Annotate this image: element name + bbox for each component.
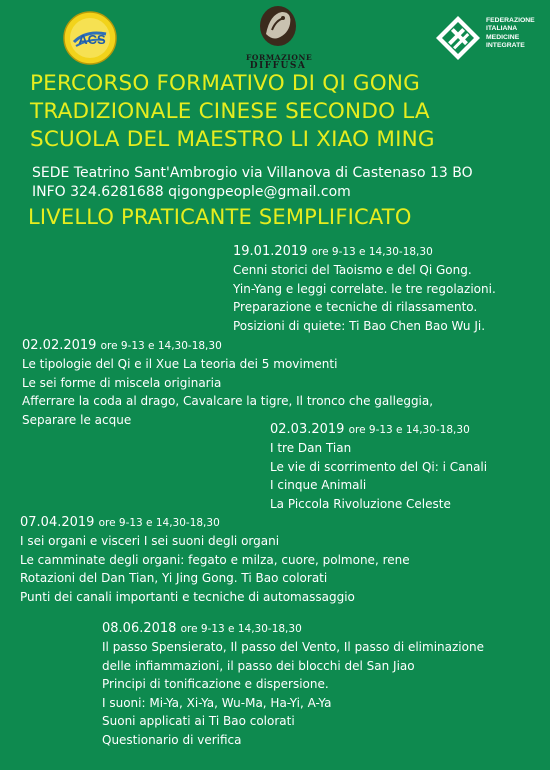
topic-item: Preparazione e tecniche di rilassamento. [233,300,478,314]
formazione-diffusa-line1: FORMAZIONE [246,53,313,62]
topic-item: Posizioni di quiete: Ti Bao Chen Bao Wu Ji. [233,318,486,333]
topic-item: La Piccola Rivoluzione Celeste [270,496,451,511]
topic-item: Punti dei canali importanti e tecniche di automassaggio [20,589,355,604]
topic-item: I suoni: Mi-Ya, Xi-Ya, Wu-Ma, Ha-Yi, A-Ya [102,695,332,710]
session-time: ore 9-13 e 14,30-18,30 [311,246,433,258]
contact-info: INFO 324.6281688 qigongpeople@gmail.com [32,184,351,200]
formazione-diffusa-logo [246,4,313,71]
session-block [102,620,484,749]
topic-item: Le tipologie del Qi e il Xue La teoria dei 5 movimenti [22,357,338,371]
session-topics [233,261,496,335]
session-date: 19.01.2019 [233,244,308,259]
topic-item: I sei organi e visceri I sei suoni degli organi [20,534,280,548]
venue-address: SEDE Teatrino Sant'Ambrogio via Villanova di Castenaso 13 BO [32,165,473,181]
level-heading: LIVELLO PRATICANTE SEMPLIFICATO [28,205,412,229]
topic-item: I cinque Animali [270,478,367,492]
fimi-line: MEDICINE [486,33,520,41]
session-date: 02.02.2019 [22,338,97,353]
fimi-line: INTEGRATE [486,41,525,49]
title-line: TRADIZIONALE CINESE SECONDO LA [30,99,430,124]
session-date-line [20,514,410,532]
topic-item: Le sei forme di miscela originaria [22,375,222,390]
session-date-line [270,421,487,439]
topic-item: Cenni storici del Taoismo e del Qi Gong. [233,263,472,277]
formazione-diffusa-line2: DIFFUSA [249,61,307,71]
session-date: 07.04.2019 [20,515,95,530]
session-topics [102,638,484,749]
session-block [233,243,496,335]
topic-item: Suoni applicati ai Ti Bao colorati [102,714,295,728]
topic-item: Separare le acque [22,412,132,427]
session-date: 02.03.2019 [270,422,345,437]
acs-logo-text: ACS [78,32,106,47]
session-date-line [233,243,496,261]
session-time: ore 9-13 e 14,30-18,30 [100,340,222,352]
session-topics [270,439,487,513]
acs-logo [62,10,118,66]
fimi-logo [434,12,544,66]
topic-item: Il passo Spensierato, Il passo del Vento, Il passo di eliminazione [102,640,484,654]
session-time: ore 9-13 e 14,30-18,30 [180,623,302,635]
session-topics [22,355,433,429]
topic-item: Le vie di scorrimento del Qi: i Canali [270,459,488,474]
session-time: ore 9-13 e 14,30-18,30 [98,517,220,529]
session-topics [20,532,410,606]
fimi-cube-icon [434,14,482,62]
session-date-line [22,337,433,355]
topic-item: Afferrare la coda al drago, Cavalcare la tigre, Il tronco che galleggia, [22,394,434,408]
fimi-text [486,17,535,50]
title-line: PERCORSO FORMATIVO DI QI GONG [30,71,421,96]
topic-item: Le camminate degli organi: fegato e milza, cuore, polmone, rene [20,552,410,567]
fimi-line: FEDERAZIONE [486,17,535,24]
session-date: 08.06.2018 [102,621,177,636]
session-time: ore 9-13 e 14,30-18,30 [348,424,470,436]
fimi-line: ITALIANA [486,25,518,33]
session-date-line [102,620,484,638]
topic-item: Principi di tonificazione e dispersione. [102,677,329,691]
topic-item: delle infiammazioni, il passo dei blocchi del San Jiao [102,658,415,673]
title-line: SCUOLA DEL MAESTRO LI XIAO MING [30,127,435,152]
session-block [20,514,410,606]
acs-badge-icon [62,10,118,66]
course-title [30,70,530,154]
topic-item: Rotazioni del Dan Tian, Yi Jing Gong. Ti Bao colorati [20,571,328,585]
topic-item: Yin-Yang e leggi correlate. le tre regolazioni. [233,281,496,296]
topic-item: Questionario di verifica [102,732,242,747]
topic-item: I tre Dan Tian [270,441,352,455]
session-block [22,337,433,429]
dragon-emblem-icon [258,4,298,48]
session-block [270,421,487,513]
